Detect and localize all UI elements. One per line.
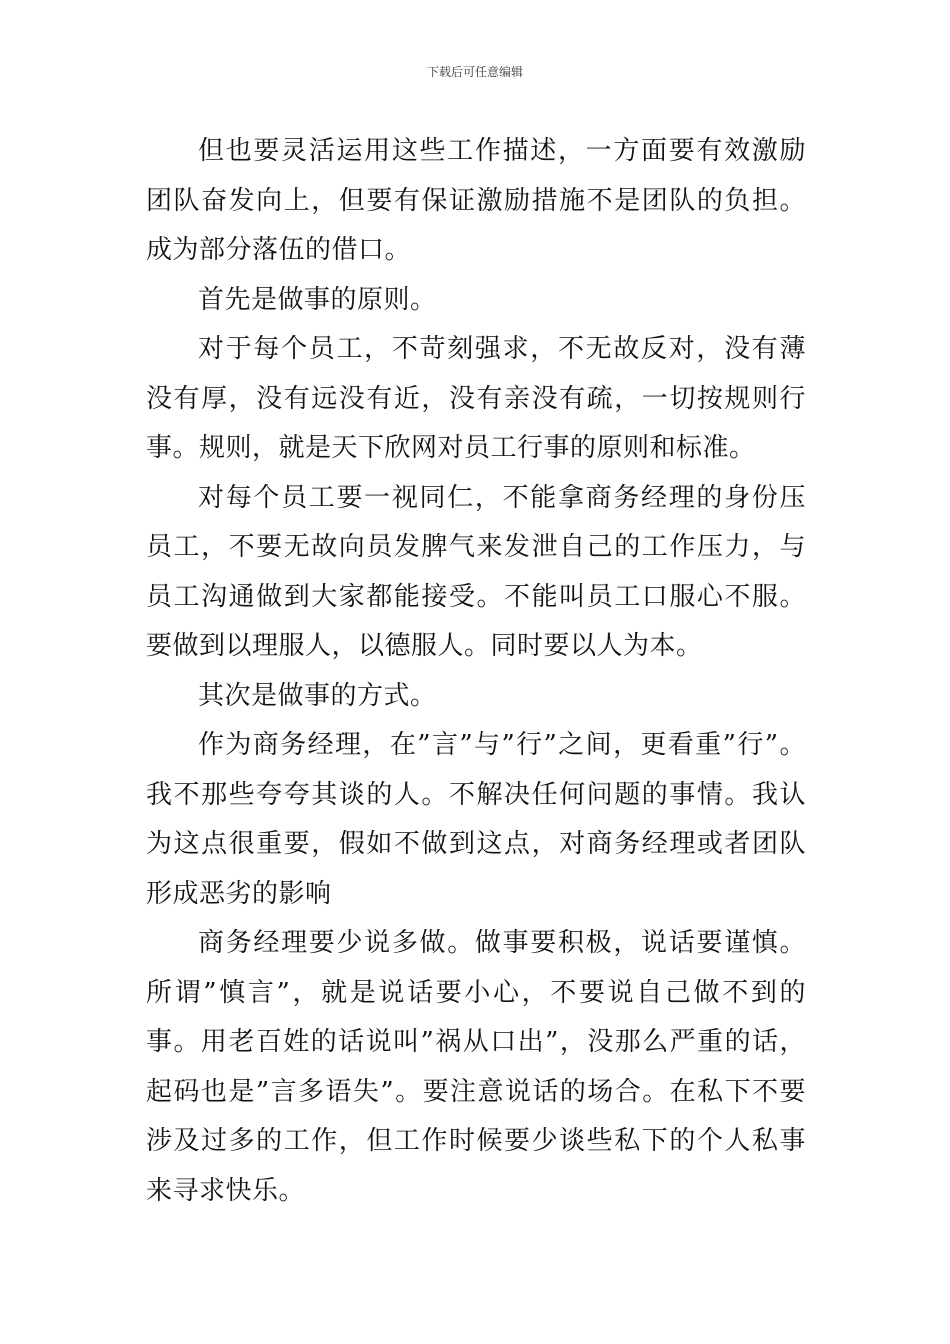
document-body — [146, 127, 806, 1216]
paragraph-2: 首先是做事的原则。 — [198, 284, 437, 315]
paragraph-3: 对于每个员工，不苛刻强求，不无故反对，没有薄没有厚，没有远没有近，没有亲没有疏，一切按规则行事。规则，就是天下欣网对员工行事的原则和标准。 — [146, 334, 806, 463]
paragraph-4: 对每个员工要一视同仁，不能拿商务经理的身份压员工，不要无故向员发脾气来发泄自己的工作压力，与员工沟通做到大家都能接受。不能叫员工口服心不服。要做到以理服人，以德服人。同时要以人为本。 — [146, 482, 806, 661]
paragraph-6: 作为商务经理，在”言”与”行”之间，更看重”行”。我不那些夸夸其谈的人。不解决任何问题的事情。我认为这点很重要，假如不做到这点，对商务经理或者团队形成恶劣的影响 — [146, 730, 806, 909]
paragraph-5: 其次是做事的方式。 — [198, 680, 437, 711]
paragraph-7: 商务经理要少说多做。做事要积极，说话要谨慎。所谓”慎言”，就是说话要小心，不要说自己做不到的事。用老百姓的话说叫”祸从口出”，没那么严重的话，起码也是”言多语失”。要注意说话的场合。在私下不要涉及过多的工作，但工作时候要少谈些私下的个人私事来寻求快乐。 — [146, 928, 806, 1206]
paragraph-1: 但也要灵活运用这些工作描述，一方面要有效激励团队奋发向上，但要有保证激励措施不是团队的负担。成为部分落伍的借口。 — [146, 136, 806, 265]
page-header-note: 下载后可任意编辑 — [426, 65, 523, 79]
